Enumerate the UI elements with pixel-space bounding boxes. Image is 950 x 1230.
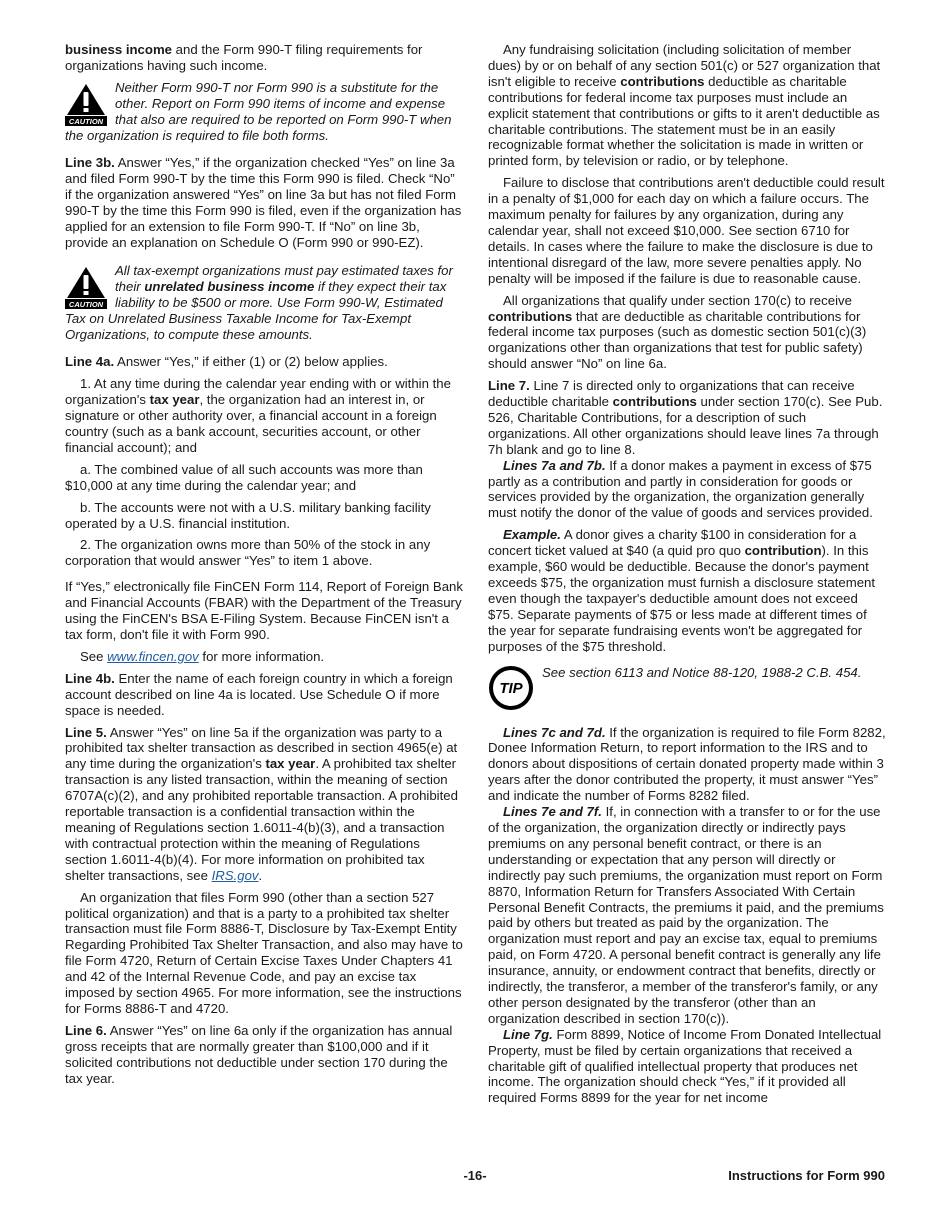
org-paragraph: An organization that files Form 990 (other than a section 527 political organization) and that is a party to a prohibited tax shelter transaction must file Form 8886-T, Disclosure by Tax-Exempt Entity Regarding Prohibited Tax Shelter Transaction, and also may have to file Form 4720, Return of Certain Excise Taxes Under Chapters 41 and 42 of the Internal Revenue Code, and pay an excise tax imposed by section 4965. For more information, see the instructions for Forms 8886-T and 4720. [65,889,463,1016]
line-7g-paragraph: Line 7g. Form 8899, Notice of Income From Donated Intellectual Property, must be filed by certain organizations that received a charitable gift of qualified intellectual property that produces net income. The organization should check “Yes,” if it provided all required Forms 8899 for the year for net income [488,1026,882,1106]
caution-icon-label: CAUTION [68,299,104,309]
list-item: 1. At any time during the calendar year ending with or within the organization's tax year, the organization had an interest in, or signature or other authority over, a financial account in a foreign country (such as a bank account, securities account, or other financial account); and [65,376,451,455]
caution-icon [65,83,107,126]
right-column [488,42,886,1106]
page-footer [65,1168,885,1186]
tip-icon-label: TIP [499,679,523,697]
list-item: 2. The organization owns more than 50% of the stock in any corporation that would answer “Yes” to item 1 above. [65,537,431,569]
example-paragraph: Example. A donor gives a charity $100 in consideration for a concert ticket valued at $40 (a quid pro quo contribution). In this example, $60 would be deductible. Because the donor's payment exceeds $75, the organization must furnish a disclosure statement even though the taxpayer's deductible amount does not exceed $75. Separate payments of $75 or less made at different times of the year for separate fundraising events won't be aggregated for purposes of the $75 threshold. [488,527,876,654]
irs-link[interactable]: IRS.gov [211,867,259,883]
line-4b-paragraph: Line 4b. Enter the name of each foreign country in which a foreign account described on line 4a is located. Use Schedule O if more space is needed. [65,670,453,718]
left-column [65,42,463,1092]
section-170c-paragraph: All organizations that qualify under section 170(c) to receive contributions that are deductible as charitable contributions for federal income tax purposes (such as domestic section 501(c)(3) organizations other than organizations that test for public safety) should answer “No” on line 6a. [488,292,867,372]
caution-callout: CAUTION All tax-exempt organizations must pay estimated taxes for their unrelated business income if they expect their tax liability to be $500 or more. Use Form 990-W, Estimated Tax on Unrelated Business Taxable Income for Tax-Exempt Organizations, to compute these amounts. [65,262,453,342]
caution-callout: CAUTION Neither Form 990-T nor Form 990 is a substitute for the other. Report on Form 990 items of income and expense that also are required to be reported on Form 990-T when the organization is required to file both forms. [65,79,452,143]
caution-icon-label: CAUTION [68,116,104,126]
line-5-paragraph: Line 5. Answer “Yes” on line 5a if the organization was party to a prohibited tax shelter transaction as described in section 4965(e) at any time during the organization's tax year. A prohibited tax shelter transaction is any listed transaction, within the meaning of section 6707A(c)(2), and any prohibited reportable transaction. A prohibited reportable transaction is a confidential transaction within the meaning of Regulations section 1.6011-4(b)(3), and a transaction with contractual protection within the meaning of Regulations section 1.6011-4(b)(4). For more information on prohibited tax shelter transactions, see IRS.gov. [65,724,458,883]
lines-7e-7f-paragraph: Lines 7e and 7f. If, in connection with a transfer to or for the use of the organization, the organization directly or indirectly pays premiums on any personal benefit contract, or there is an understanding or expectation that any person will directly or indirectly pay such premiums, the organization must report on Form 8870, Information Return for Transfers Associated With Certain Personal Benefit Contracts, the premiums it paid, and the premiums paid by others but treated as paid by the organization. The organization must report and pay an excise tax, equal to premiums paid, on Form 4720. A personal benefit contract is generally any life insurance, annuity, or endowment contract that benefits, directly or indirectly, the transferor, a member of the transferor's family, or any other person designated by the transferor (other than an organization described in section 170(c)). [488,804,884,1026]
fincen-paragraph: If “Yes,” electronically file FinCEN Form 114, Report of Foreign Bank and Financial Accounts (FBAR) with the Department of the Treasury using the FinCEN's BSA E-Filing System. Because FinCEN isn't a tax form, don't file it with Form 990. [65,579,463,642]
fundraising-paragraph: Any fundraising solicitation (including solicitation of member dues) by or on behalf of any section 501(c) or 527 organization that isn't eligible to receive contributions deductible as charitable contributions for federal income tax purposes must include an explicit statement that contributions or gifts to it aren't deductible as charitable contributions. The statement must be in an easily recognizable format whether the solicitation is made in written or printed form, by television or radio, or by telephone. [488,42,881,169]
see-fincen-paragraph: See www.fincen.gov for more information. [80,648,325,664]
list-item: b. The accounts were not with a U.S. military banking facility operated by a U.S. financial institution. [65,499,431,531]
document-title: Instructions for Form 990 [728,1168,885,1183]
line-7-paragraph: Line 7. Line 7 is directed only to organizations that can receive deductible charitable contributions under section 170(c). See Pub. 526, Charitable Contributions, for a description of such organizations. All other organizations should leave lines 7a through 7h blank and go to line 8. [488,378,883,457]
caution-icon [65,266,107,309]
line-4a-paragraph: Line 4a. Answer “Yes,” if either (1) or (2) below applies. [65,354,388,370]
line-6-paragraph: Line 6. Answer “Yes” on line 6a only if the organization has annual gross receipts that are normally greater than $100,000 and if it solicited contributions not deductible under section 170 during the tax year. [65,1022,453,1086]
fincen-link[interactable]: www.fincen.gov [107,648,199,664]
tip-icon [488,665,534,711]
page-number: -16- [463,1168,487,1183]
penalty-paragraph: Failure to disclose that contributions aren't deductible could result in a penalty of $1,000 for each day on which a failure occurs. The maximum penalty for failures by any organization, during any calendar year, shall not exceed $10,000. See section 6710 for details. In cases where the failure to make the disclosure is due to intentional disregard of the law, more severe penalties apply. No penalty will be imposed if the failure is due to reasonable cause. [488,175,885,286]
list-item: a. The combined value of all such accounts was more than $10,000 at any time during the calendar year; and [65,461,423,493]
paragraph-business-income: business income and the Form 990-T filing requirements for organizations having such income. [65,42,423,73]
lines-7c-7d-paragraph: Lines 7c and 7d. If the organization is required to file Form 8282, Donee Information Return, to report information to the IRS and to donors about dispositions of certain donated property made within 3 years after the donor contributed the property, it must answer “Yes” and indicate the number of Forms 8282 filed. [488,724,886,804]
line-3b-paragraph: Line 3b. Answer “Yes,” if the organization checked “Yes” on line 3a and filed Form 990-T by the time this Form 990 is filed. Check “No” if the organization answered “Yes” on line 3a but has not filed Form 990-T by the time this Form 990 is filed, even if the organization has applied for an extension to file Form 990-T. If “No” on line 3b, provide an explanation on Schedule O (Form 990 or 990-EZ). [65,155,462,250]
lines-7a-7b-paragraph: Lines 7a and 7b. If a donor makes a payment in excess of $75 partly as a contribution and partly in consideration for goods or services provided by the organization, the organization generally must notify the donor of the value of goods and services provided. [488,457,873,521]
tip-callout: TIP See section 6113 and Notice 88-120, 1988-2 C.B. 454. [488,665,886,713]
